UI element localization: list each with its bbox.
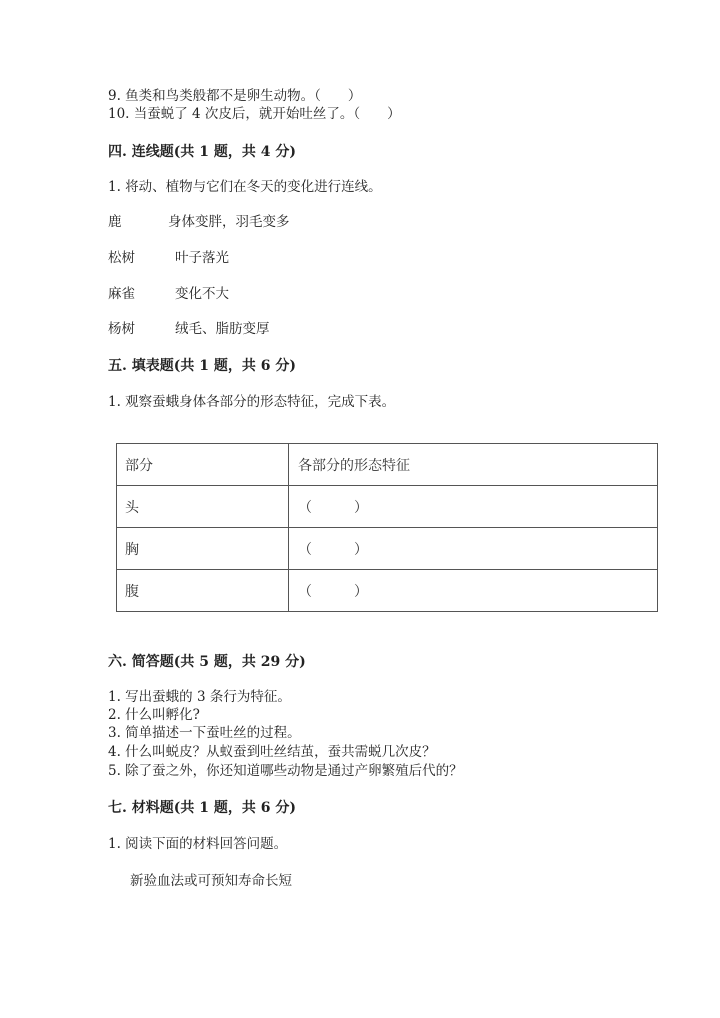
section-6-heading: 六. 简答题(共 5 题，共 29 分) xyxy=(108,654,306,670)
section-7-question: 1. 阅读下面的材料回答问题。 xyxy=(108,836,288,852)
table-header-cell: 各部分的形态特征 xyxy=(289,444,658,486)
short-answer-2: 2. 什么叫孵化? xyxy=(108,707,200,723)
table-header-row xyxy=(117,444,658,486)
section-4-question: 1. 将动、植物与它们在冬天的变化进行连线。 xyxy=(108,179,382,195)
short-answer-1: 1. 写出蚕蛾的 3 条行为特征。 xyxy=(108,689,291,705)
match-right-item: 变化不大 xyxy=(175,286,229,302)
observation-table xyxy=(116,443,658,612)
section-5-question: 1. 观察蚕蛾身体各部分的形态特征，完成下表。 xyxy=(108,394,396,410)
table-row xyxy=(117,570,658,612)
short-answer-3: 3. 简单描述一下蚕吐丝的过程。 xyxy=(108,725,301,741)
match-left-item: 麻雀 xyxy=(108,286,135,302)
short-answer-4: 4. 什么叫蜕皮？从蚁蚕到吐丝结茧，蚕共需蜕几次皮？ xyxy=(108,744,436,760)
table-cell-part: 腹 xyxy=(117,570,289,612)
match-row-1 xyxy=(108,213,290,231)
table-cell-part: 胸 xyxy=(117,528,289,570)
match-row-3 xyxy=(108,285,229,303)
match-row-2 xyxy=(108,249,229,267)
short-answer-5: 5. 除了蚕之外，你还知道哪些动物是通过产卵繁殖后代的？ xyxy=(108,763,463,779)
table-row xyxy=(117,486,658,528)
material-title: 新验血法或可预知寿命长短 xyxy=(130,873,292,889)
match-right-item: 绒毛、脂肪变厚 xyxy=(175,321,270,337)
table-cell-part: 头 xyxy=(117,486,289,528)
table-cell-answer[interactable]: （ ） xyxy=(289,486,658,528)
question-9: 9. 鱼类和鸟类般都不是卵生动物。（ ） xyxy=(108,88,362,104)
match-row-4 xyxy=(108,320,270,338)
table-row xyxy=(117,528,658,570)
match-left-item: 松树 xyxy=(108,250,135,266)
match-left-item: 鹿 xyxy=(108,214,122,230)
table-header-cell: 部分 xyxy=(117,444,289,486)
match-right-item: 叶子落光 xyxy=(175,250,229,266)
section-7-heading: 七. 材料题(共 1 题，共 6 分) xyxy=(108,800,296,816)
match-right-item: 身体变胖，羽毛变多 xyxy=(168,214,290,230)
question-10: 10. 当蚕蜕了 4 次皮后，就开始吐丝了。（ ） xyxy=(108,106,401,122)
section-4-heading: 四. 连线题(共 1 题，共 4 分) xyxy=(108,144,296,160)
table-cell-answer[interactable]: （ ） xyxy=(289,528,658,570)
match-left-item: 杨树 xyxy=(108,321,135,337)
table-cell-answer[interactable]: （ ） xyxy=(289,570,658,612)
section-5-heading: 五. 填表题(共 1 题，共 6 分) xyxy=(108,358,296,374)
